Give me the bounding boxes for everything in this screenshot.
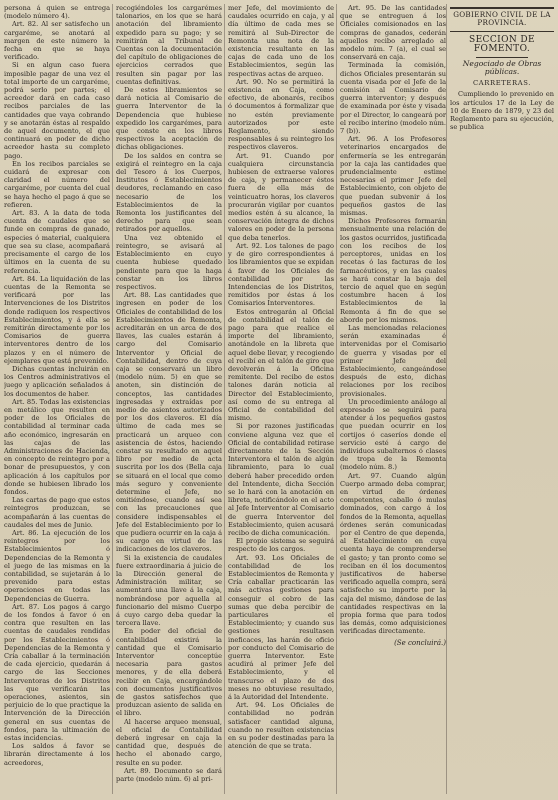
paragraph: Art. 92. Los talones de pago y de giro correspondientes á los libramientos que se expidan á favor de los Oficiales de contabilidad por las Intendencias de los Distritos, remitidos por éstas á los Comisarios Interventores. — [228, 241, 334, 308]
section-heading: SECCION DE FOMENTO. — [469, 35, 535, 54]
column-rule — [112, 4, 113, 794]
paragraph: Un procedimiento análogo al expresado se seguirá para atender á los pequeños gastos que puedan ocurrir en los cortijos ó caseríos donde el servicio esté á cargo de individuos subalternos ó clases de tropa de la Remonta (modelo núm. 8.) — [340, 397, 446, 472]
paragraph: Dichos Profesores formarán mensualmente una relación de los gastos ocurridos, justificada con los recibos de los perceptores, unidas en los recetas ó las facturas de los farmacéuticos, y en las cuales se hará constar la baja del tercio de aquel que en según costumbre hacen á los Establecimientos de la Remonta á fin de que se aborde por los mismos. — [340, 217, 446, 324]
paragraph: Dichas cuentas incluirán en los Centros administrativos el juego y aplicación señalados á los documentos de haber. — [4, 364, 110, 398]
paragraph: De los saldos en contra se exigirá el reintegro en la caja del Tesoro á los Cuerpos, Institutos ó Establecimientos deudores, reclamando en caso necesario de los Establecimientos de la Remonta los justificantes del derecho para que sean retirados por aquellos. — [116, 151, 222, 234]
paragraph: Art. 88. Las cantidades que ingresen en poder de los Oficiales de contabilidad de los Establecimientos de Remonta, acreditarán en un arca de dos llaves, las cuales estarán á cargo del Comisario Interventor y Oficial de Contabilidad, dentro de cuya caja se conservará un libro (modelo núm. 5) en que se anoten, sin distinción de conceptos, las cantidades ingresadas y extraídas por medio de asientos autorizados por los dos claveros. El día último de cada mes se practicará un arqueo con asistencia de éstos, haciendo constar su resultado en aquel libro por medio de acta suscrita por los dos (Bella caja se situará en el local que como más seguro y conveniente determine el Jefe, no omitiéndose, cuando así sea con las precauciones que considere indispensables el Jefe del Establecimiento por lo que pudiera ocurrir en la caja á su cargo en virtud de las indicaciones de los claveros. — [116, 291, 222, 554]
paragraph: Estos entregarán al Oficial de contabilidad el talón de pago para que realice el importe del libramiento, anotándole en la libreta que aquel debe llevar, y recogiendo el recibí en el talón de giro que devolverán á la Oficina remitente. Del recibo de estos talones darán noticia al Director del Establecimiento, así como de su entrega al Oficial de contabilidad del mismo. — [228, 307, 334, 423]
text-column-2 — [116, 4, 222, 794]
paragraph: De estos libramientos se dará noticia al Comisario de guerra Interventor de la Dependencia que hubiese expedido los cargarémes, para que conste en los libros respectivos la aceptación de dichas obligaciones. — [116, 86, 222, 152]
divider — [450, 7, 554, 9]
topic-heading: CARRETERAS. — [472, 79, 531, 88]
paragraph: Art. 90. No se permitirá la existencia en Caja, como efectivo, de abonarés, recibos ó documentos á formalizar que no estén previamente autorizados por este Reglamento, siendo responsables á su reintegro los respectivos claveros. — [228, 77, 334, 152]
bulletin-heading: GOBIERNO CIVIL DE LA PROVINCIA. — [453, 10, 551, 28]
column-rule — [446, 4, 447, 794]
paragraph: Las cartas de pago que estos reintegros produzcan, se acompañarán á las cuentas de caudales del mes de Junio. — [4, 496, 110, 529]
text-column-1 — [4, 4, 110, 794]
paragraph: Art. 83. A la data de toda cuenta de caudales que se funde en compras de ganado, especies ó material, cualquiera que sea su clase, acompañará precisamente el cargo de los últimos en la cuenta de su referencia. — [4, 209, 110, 275]
paragraph: recogiéndoles los cargarémes talonarios, en los que se hará anotación del libramiento expedido para su pago; y se remitirán al Tribunal de Cuentas con la documentación del capítulo de obligaciones de ejercicios cerrados que resulten sin pagar por las cuentas definitivas. — [116, 4, 222, 86]
paragraph: Art. 97. Cuando algún Cuerpo armado deba comprar, en virtud de órdenes competentes, caballo ó mulas dominados, con cargo á los fondos de la Remonta, aquellas órdenes serán comunicadas por el Centro de que dependa, al Establecimiento en cuya cuenta haya de comprenderse el gasto; y tan pronto como se reciban en él los documentos justificativos de haberse verificado aquella compra, será satisfecho su importe por la caja del mismo, dándose de las cantidades respectivas en la propia forma que para todos las demás, como adquisiciones verificadas directamente. — [340, 471, 446, 636]
paragraph: Art. 96. A los Profesores veterinarios encargados de enfermería se les entregarán por la caja las cantidades que prudencialmente estime necesarias el primer Jefe del Establecimiento, con objeto de que puedan subvenir á los pequeños gastos de las mismas. — [340, 135, 446, 218]
paragraph: Los saldos á favor se librarán directamente á los acreedores, — [4, 742, 110, 767]
paragraph: Art. 94. Los Oficiales de contabilidad no podrán satisfacer cantidad alguna, cuando no resulten existencias en su poder destinadas para la atención de que se trata. — [228, 701, 334, 751]
text-column-3 — [228, 4, 334, 794]
paragraph: En poder del oficial de contabilidad existirá la cantidad que el Comisario Interventor conceptúe necesaria para gastos menores, y de ella deberá recibir en Caja, encargándole con documentos justificativos de gastos satisfechos que produzcan asiento de salida en el libro. — [116, 627, 222, 718]
column-rule — [336, 4, 337, 794]
paragraph: Cumpliendo lo prevenido en los artículos 17 de la Ley de 10 de Enero de 1879, y 23 del Reglamento para su ejecución, se publica — [450, 90, 554, 132]
paragraph: Art. 93. Los Oficiales de contabilidad de los Establecimientos de Remonta y Cría caballar practicarán las más activas gestiones para conseguir el cobro de las sumas que deba percibir de particulares el Establecimiento; y cuando sus gestiones resultasen ineficaces, las harán de oficio por conducto del Comisario de guerra Interventor. Este acudirá al primer Jefe del Establecimiento, y el transcurso el plazo de dos meses no obtuviese resultado, á la Autoridad del Intendente. — [228, 553, 334, 702]
paragraph: Terminada la comisión, dichos Oficiales presentarán su cuenta visada por el Jefe de la comisión al Comisario de guerra interventor; y después de examinada por éste y visada por el Director, lo cangeará por el recibo interino (modelo núm. 7 (b)). — [340, 61, 446, 136]
paragraph: Si por razones justificadas conviene alguna vez que el Oficial de contabilidad retirase directamente de la Sección Interventora el talón de algún libramiento, para lo cual deberá haber precedido orden del Intendente, dicha Sección se lo hará con la anotación en libreta, notificándolo en el acto al Jefe Interventor al Comisario de guerra Interventor del Establecimiento, quien acusará recibo de dicha comunicación. — [228, 422, 334, 537]
paragraph: Art. 91. Cuando por cualquiera circunstancia hubiesen de extraerse valores de caja, y permanecer éstos fuera de ella más de veinticuatro horas, los claveros procurarán vigilar por cuantos medios estén á su alcance, la conservación íntegra de dichos valores en poder de la persona que deba tenerlos. — [228, 151, 334, 242]
paragraph: Una vez obtenido el reintegro, se avisará al Establecimiento en cuyo cuenta hubiese quedado pendiente para que la haga constar en los libros respectivos. — [116, 233, 222, 291]
divider — [450, 31, 554, 32]
divider — [476, 57, 528, 58]
continued-note: (Se concluirá.) — [394, 638, 446, 647]
paragraph: Art. 82. Al ser satisfecho un cargaréme, se anotará al margen de este número la fecha en que se haya verificado. — [4, 20, 110, 62]
text-column-4 — [340, 4, 446, 794]
paragraph: Art. 87. Los pagos á cargo de los fondos á favor ó en contra que resulten en las cuentas de caudales rendidas por los Establecimientos ó Dependencias de la Remonta y Cría caballar á la terminación de cada ejercicio, quedarán á cargo de las Secciones Interventoras de los Distritos las que verificarán las operaciones, asientos, sin perjuicio de lo que practique la Intervención de la Dirección general en sus cuentas de fondos, para la ultimación de estas incidencias. — [4, 602, 110, 743]
paragraph: persona á quien se entrega (modelo número 4). — [4, 4, 110, 21]
paragraph: Art. 86. La ejecución de los reintegros por los Establecimientos ó Dependencias de la Remonta y el juego de las mismas en la contabilidad, se sujetarán á lo prevenido para estas operaciones en todas las Dependencias de Guerra. — [4, 529, 110, 603]
paragraph: Si la existencia de caudales fuere extraordinaria á juicio de la Dirección general de Administración militar, se aumentará una llave á la caja, nombrándose por aquella al funcionario del mismo Cuerpo á cuyo cargo deba quedar la tercera llave. — [116, 553, 222, 628]
column-rule — [224, 4, 225, 794]
subsection-heading: Negociado de Obras públicas. — [462, 58, 542, 77]
paragraph: El propio sistema se seguirá respecto de los cargos. — [228, 537, 334, 554]
paragraph: Art. 85. Todas las existencias en metálico que resulten en poder de los Oficiales de contabilidad al terminar cada año económico, ingresarán en las cajas de las Administraciones de Hacienda, en concepto de reintegro por a bonar de presupuestos, y con aplicación á los capítulos por donde se hubiesen librado los fondos. — [4, 397, 110, 496]
text-column-5 — [450, 4, 554, 794]
paragraph: mer Jefe, del movimiento de caudales ocurrido en caja, y al día último de cada mes se remitirá al Sub-Director de Remonta una nota de la existencia resultante en las cajas de cada uno de los Establecimientos, según las respectivas actas de arqueo. — [228, 4, 334, 78]
paragraph: Las mencionadas relaciones serán examinadas é intervenidas por el Comisario de guerra y visadas por el primer Jefe del Establecimiento, cangeándose después de esto, dichas relaciones por los recibos provisionales. — [340, 323, 446, 398]
paragraph: Art. 89. Documento se dará parte (modelo núm. 6) al pri- — [116, 766, 222, 784]
paragraph: Si en algun caso fuera imposible pagar de una vez el total importe de un cargaréme, podrá serlo por partes; el acreedor dará en cada caso recibos parciales de las cantidades que vaya cobrando y se anotarán éstas al respaldo de aquel documento, el que continuará en poder de dicho acreedor hasta su completo pago. — [4, 61, 110, 160]
paragraph: Al hacerse arqueo mensual, el oficial de Contabilidad deberá ingresar en caja la cantidad que, después de hecho el abonado cargo, resulte en su poder. — [116, 717, 222, 767]
paragraph: Art. 84. La liquidación de las cuentas de la Remonta se verificará por las Intervenciones de los Distritos donde radiquen los respectivos Establecimientos, y á ella se remitirán directamente por los Comisarios de guerra interventores dentro de los plazos y en el número de ejemplares que está prevenido. — [4, 274, 110, 365]
paragraph: Art. 95. De las cantidades que se entreguen á los Oficiales comisionados en las compras de ganados, cederán aquellos recibo arreglado al modelo núm. 7 (a), el cual se conservará en caja. — [340, 4, 446, 62]
paragraph: En los recibos parciales se cuidará de expresar con claridad el número del cargaréme, por cuenta del cual se haya hecho el pago á que se refieren. — [4, 159, 110, 209]
